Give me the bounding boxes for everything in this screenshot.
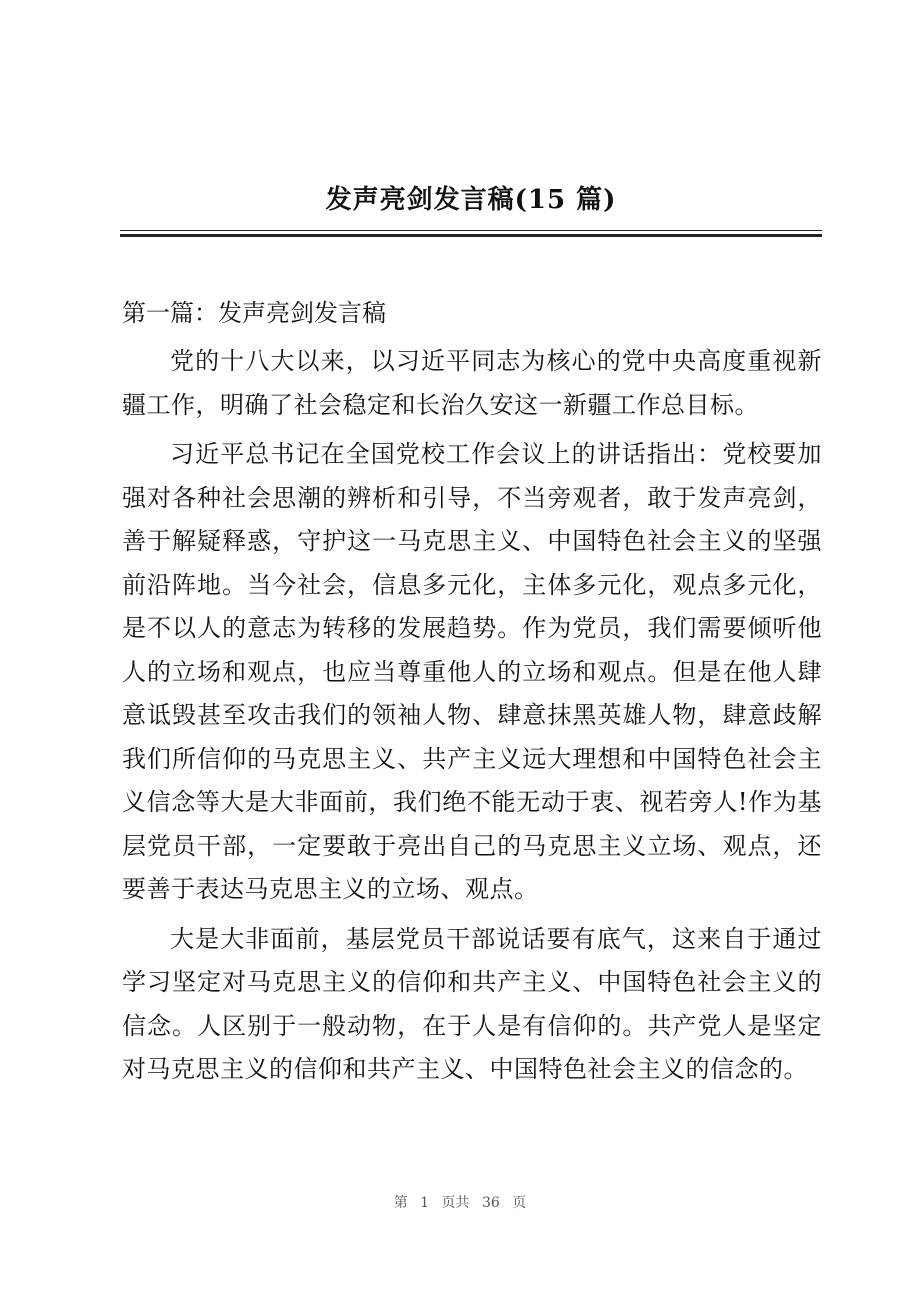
paragraph-3: 大是大非面前，基层党员干部说话要有底气，这来自于通过学习坚定对马克思主义的信仰和共产主义、中国特色社会主义的信念。人区别于一般动物，在于人是有信仰的。共产党人是坚定对马克思主义的信仰和共产主义、中国特色社会主义的信念的。 xyxy=(122,924,822,1083)
paragraph-2: 习近平总书记在全国党校工作会议上的讲话指出：党校要加强对各种社会思潮的辨析和引导，不当旁观者，敢于发声亮剑，善于解疑释惑，守护这一马克思主义、中国特色社会主义的坚强前沿阵地。当今社会，信息多元化，主体多元化，观点多元化，是不以人的意志为转移的发展趋势。作为党员，我们需要倾听他人的立场和观点，也应当尊重他人的立场和观点。但是在他人肆意诋毁甚至攻击我们的领袖人物、肆意抹黑英雄人物，肆意歧解我们所信仰的马克思主义、共产主义远大理想和中国特色社会主义信念等大是大非面前，我们绝不能无动于衷、视若旁人!作为基层党员干部，一定要敢于亮出自己的马克思主义立场、观点，还要善于表达马克思主义的立场、观点。 xyxy=(122,440,822,903)
section-heading: 第一篇：发声亮剑发言稿 xyxy=(122,299,386,327)
document-body xyxy=(122,292,822,1092)
title-divider-thick xyxy=(120,234,822,237)
document-title: 发声亮剑发言稿(15 篇) xyxy=(325,185,617,215)
title-divider-thin xyxy=(120,230,822,231)
paragraph-1: 党的十八大以来，以习近平同志为核心的党中央高度重视新疆工作，明确了社会稳定和长治久安这一新疆工作总目标。 xyxy=(122,347,822,419)
page-number-footer: 第 1 页共 36 页 xyxy=(393,1195,527,1211)
